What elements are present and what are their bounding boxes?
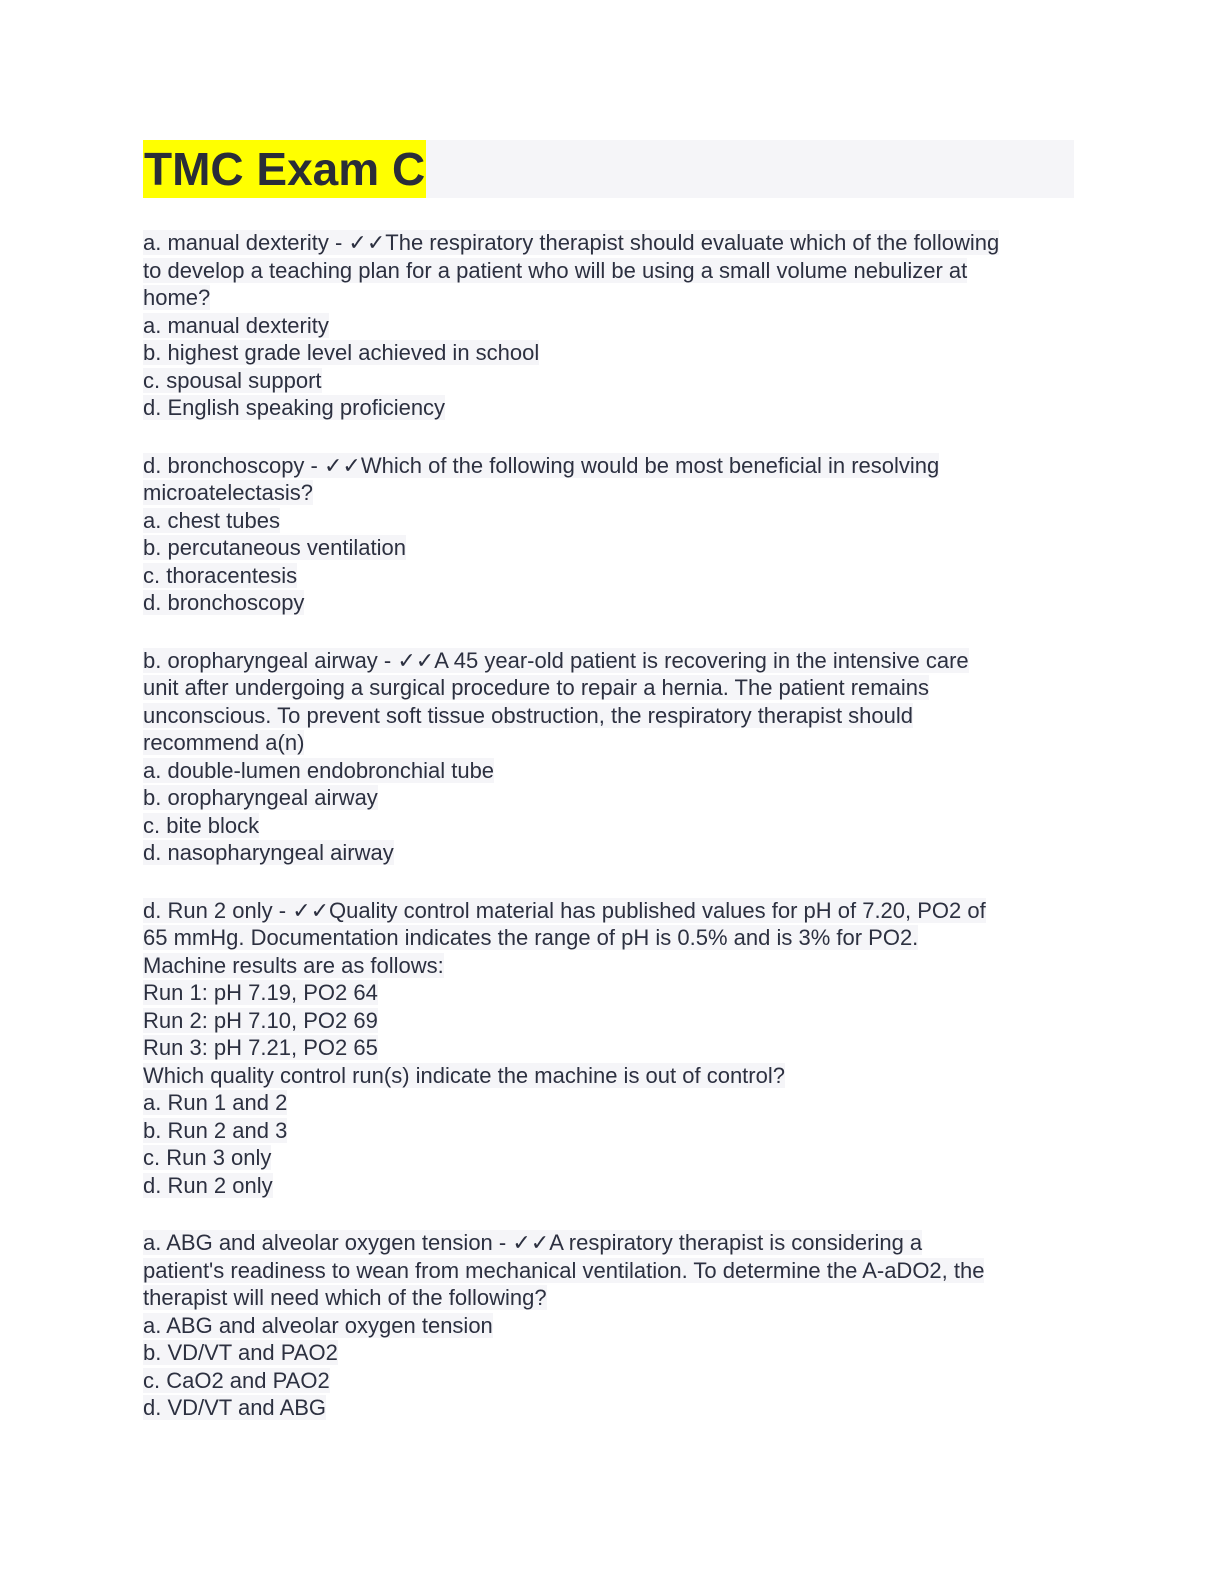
text-span: b. Run 2 and 3	[143, 1117, 288, 1143]
question-block	[143, 229, 1074, 422]
text-span: Machine results are as follows:	[143, 952, 444, 978]
text-span: recommend a(n)	[143, 730, 305, 755]
question-text-line	[143, 1367, 1074, 1395]
text-span: to develop a teaching plan for a patient who will be using a small volume nebulizer at	[143, 257, 968, 283]
text-span: b. oropharyngeal airway	[143, 785, 378, 810]
question-text-line	[143, 757, 1074, 785]
question-text-line	[143, 952, 1074, 980]
title-bar	[143, 140, 1074, 198]
text-span: microatelectasis?	[143, 480, 313, 505]
question-stem-line	[143, 897, 1074, 925]
text-span: d. bronchoscopy	[143, 590, 305, 615]
question-text-line	[143, 1089, 1074, 1117]
question-text-line	[143, 1034, 1074, 1062]
text-span: a. chest tubes	[143, 507, 280, 533]
text-span: a. double-lumen endobronchial tube	[143, 757, 495, 783]
text-span: b. highest grade level achieved in school	[143, 340, 540, 365]
question-text-line	[143, 812, 1074, 840]
text-span: b. VD/VT and PAO2	[143, 1340, 338, 1365]
document-page	[143, 140, 1074, 1422]
question-text-line	[143, 1172, 1074, 1200]
text-span: unconscious. To prevent soft tissue obstruction, the respiratory therapist should	[143, 702, 914, 728]
question-block	[143, 452, 1074, 617]
question-stem-line	[143, 452, 1074, 480]
text-span: d. nasopharyngeal airway	[143, 840, 394, 865]
question-text-line	[143, 784, 1074, 812]
text-span: therapist will need which of the following?	[143, 1285, 547, 1310]
question-text-line	[143, 674, 1074, 702]
text-span: Run 3: pH 7.21, PO2 65	[143, 1035, 378, 1060]
question-text-line	[143, 1144, 1074, 1172]
text-span: home?	[143, 285, 211, 310]
question-text-line	[143, 1339, 1074, 1367]
text-span: b. percutaneous ventilation	[143, 535, 406, 560]
question-text-line	[143, 1117, 1074, 1145]
question-stem-line	[143, 1229, 1074, 1257]
question-text-line	[143, 367, 1074, 395]
question-text-line	[143, 339, 1074, 367]
page-title: TMC Exam C	[143, 140, 426, 198]
text-span: c. CaO2 and PAO2	[143, 1367, 330, 1393]
text-span: 65 mmHg. Documentation indicates the range of pH is 0.5% and is 3% for PO2.	[143, 925, 919, 950]
question-stem-line	[143, 229, 1074, 257]
text-span: d. bronchoscopy - ✓✓Which of the following would be most beneficial in resolving	[143, 452, 940, 478]
text-span: a. manual dexterity - ✓✓The respiratory therapist should evaluate which of the following	[143, 230, 1000, 255]
question-text-line	[143, 312, 1074, 340]
question-list	[143, 229, 1074, 1422]
text-span: Run 2: pH 7.10, PO2 69	[143, 1007, 378, 1033]
text-span: Run 1: pH 7.19, PO2 64	[143, 980, 378, 1005]
question-text-line	[143, 534, 1074, 562]
question-block	[143, 1229, 1074, 1422]
question-stem-line	[143, 647, 1074, 675]
question-text-line	[143, 284, 1074, 312]
text-span: a. Run 1 and 2	[143, 1090, 288, 1115]
question-text-line	[143, 839, 1074, 867]
text-span: a. manual dexterity	[143, 312, 329, 338]
text-span: c. Run 3 only	[143, 1145, 272, 1170]
text-span: Which quality control run(s) indicate the machine is out of control?	[143, 1062, 785, 1088]
question-text-line	[143, 1007, 1074, 1035]
question-block	[143, 647, 1074, 867]
question-text-line	[143, 479, 1074, 507]
question-text-line	[143, 729, 1074, 757]
question-text-line	[143, 1394, 1074, 1422]
text-span: c. bite block	[143, 812, 260, 838]
question-text-line	[143, 257, 1074, 285]
question-text-line	[143, 979, 1074, 1007]
text-span: patient's readiness to wean from mechanical ventilation. To determine the A-aDO2, the	[143, 1257, 985, 1283]
text-span: d. Run 2 only - ✓✓Quality control material has published values for pH of 7.20, PO2 of	[143, 897, 986, 923]
question-text-line	[143, 394, 1074, 422]
question-text-line	[143, 1312, 1074, 1340]
text-span: d. English speaking proficiency	[143, 395, 446, 420]
question-text-line	[143, 1257, 1074, 1285]
text-span: d. Run 2 only	[143, 1172, 273, 1198]
text-span: unit after undergoing a surgical procedure to repair a hernia. The patient remains	[143, 675, 929, 700]
question-text-line	[143, 924, 1074, 952]
text-span: c. spousal support	[143, 367, 322, 393]
question-text-line	[143, 702, 1074, 730]
question-text-line	[143, 562, 1074, 590]
text-span: c. thoracentesis	[143, 562, 298, 588]
question-text-line	[143, 507, 1074, 535]
question-text-line	[143, 589, 1074, 617]
text-span: d. VD/VT and ABG	[143, 1395, 327, 1420]
text-span: b. oropharyngeal airway - ✓✓A 45 year-old patient is recovering in the intensive care	[143, 647, 969, 673]
question-text-line	[143, 1284, 1074, 1312]
question-block	[143, 897, 1074, 1200]
text-span: a. ABG and alveolar oxygen tension	[143, 1312, 493, 1338]
question-text-line	[143, 1062, 1074, 1090]
text-span: a. ABG and alveolar oxygen tension - ✓✓A respiratory therapist is considering a	[143, 1230, 923, 1255]
